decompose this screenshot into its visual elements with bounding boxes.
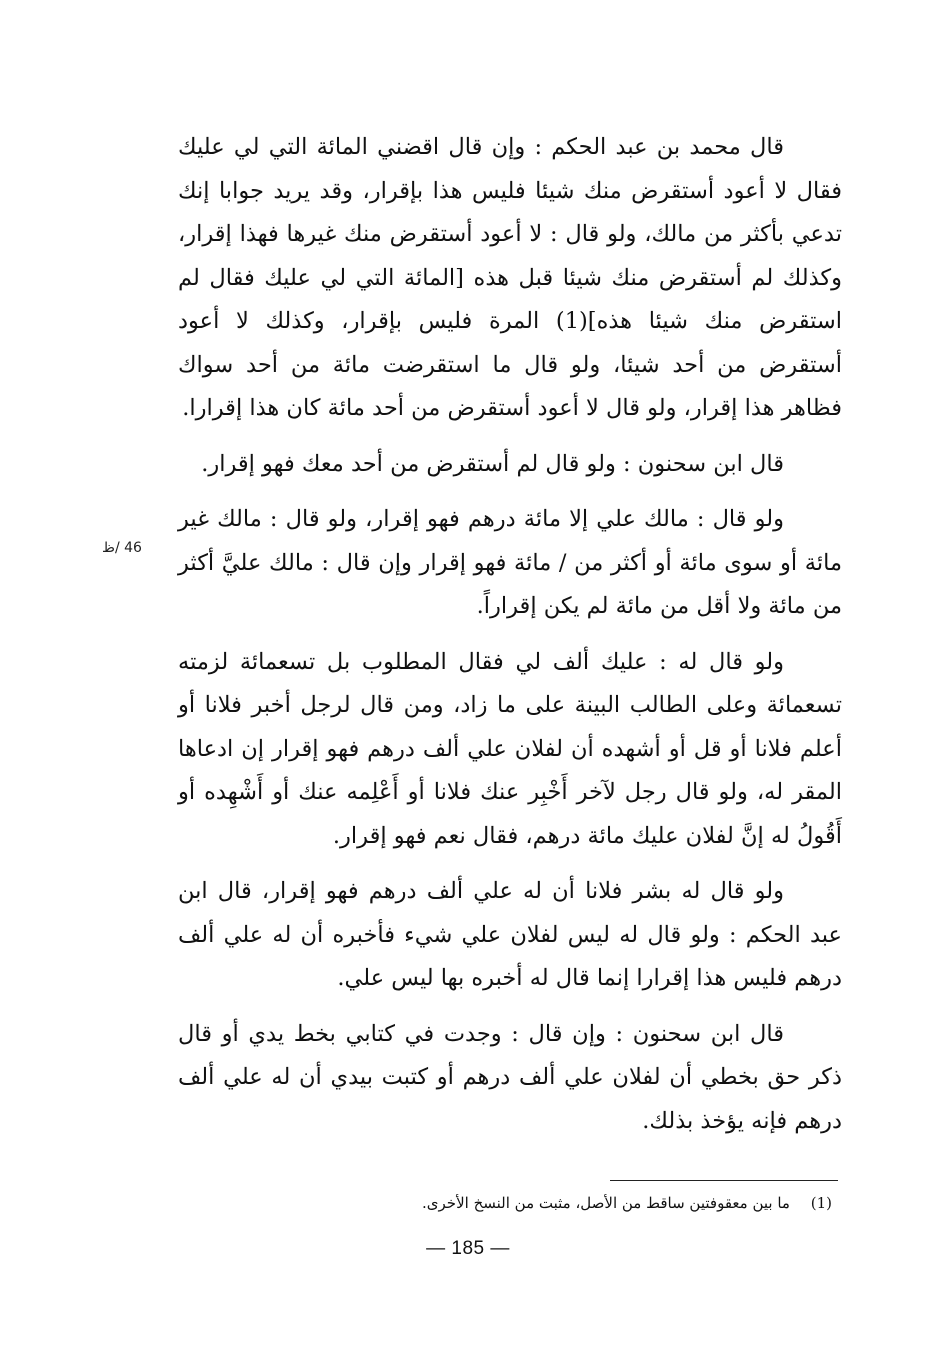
footnote-marker: (1) [810, 1194, 832, 1212]
paragraph-3: ولو قال : مالك علي إلا مائة درهم فهو إقرار، ولو قال : مالك غير مائة أو سوى مائة أو أكثر من / مائة فهو إقرار وإن قال : مالك عليَّ أكثر من مائة ولا أقل من مائة لم يكن إقراراً. [178, 506, 842, 619]
paragraph-1: قال محمد بن عبد الحكم : وإن قال اقضني المائة التي لي عليك فقال لا أعود أستقرض منك شيئا فليس هذا بإقرار، وقد يريد جوابا إنك تدعي بأكثر من مالك، ولو قال : لا أعود أستقرض منك غيرها فهذا إقرار، وكذلك لم أستقرض منك شيئا قبل هذه [المائة التي لي عليك فقال لم استقرض منك شيئا هذه](1) المرة فليس بإقرار، وكذلك لا أعود أستقرض من أحد شيئا، ولو قال ما استقرضت مائة من أحد سواك فظاهر هذا إقرار، ولو قال لا أعود أستقرض من أحد مائة كان هذا إقرارا. [178, 134, 842, 421]
paragraph-6: قال ابن سحنون : وإن قال : وجدت في كتابي بخط يدي أو قال ذكر حق بخطي أن لفلان علي ألف درهم أو كتبت بيدي أن له علي ألف درهم فإنه يؤخذ بذلك. [178, 1020, 842, 1134]
paragraph-2: قال ابن سحنون : ولو قال لم أستقرض من أحد معك فهو إقرار. [201, 450, 784, 477]
folio-margin-note: 46 /ظ [102, 540, 142, 556]
main-text [178, 126, 842, 1155]
page-number: — 185 — [426, 1238, 510, 1259]
paragraph-4: ولو قال له : عليك ألف لي فقال المطلوب بل تسعمائة لزمته تسعمائة وعلى الطالب البينة على ما زاد، ومن قال لرجل أخبر فلانا أو أعلم فلانا أو قل أو أشهده أن لفلان علي ألف درهم فهو إقرار إن ادعاها المقر له، ولو قال رجل لآخر أَخْبِر عنك فلانا أو أَعْلِمه عنك أو أَشْهِده أو أَقُولُ له إنَّ لفلان عليك مائة درهم، فقال نعم فهو إقرار. [178, 648, 842, 849]
footnote-text: ما بين معقوفتين ساقط من الأصل، مثبت من النسخ الأخرى. [422, 1194, 790, 1212]
footnote [300, 1191, 832, 1215]
paragraph-5: ولو قال له بشر فلانا أن له علي ألف درهم فهو إقرار، قال ابن عبد الحكم : ولو قال له ليس لفلان علي شيء فأخبره أن له علي ألف درهم فليس هذا إقرارا إنما قال له أخبره بها ليس علي. [178, 878, 842, 991]
footnote-divider [610, 1180, 838, 1181]
